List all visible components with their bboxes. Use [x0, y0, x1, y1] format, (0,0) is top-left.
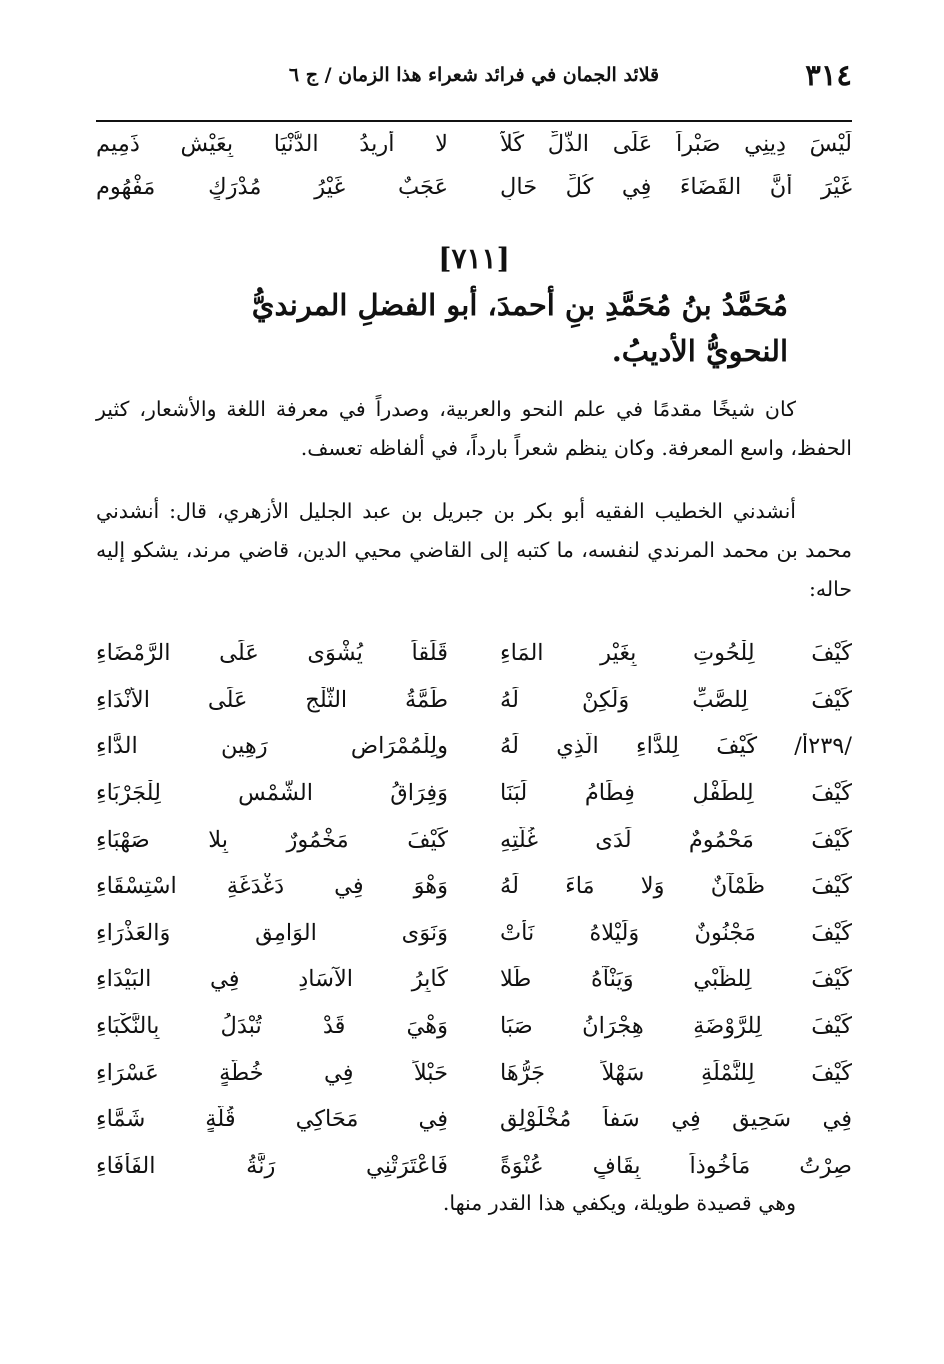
verse-right-hemistich: كَيْفَ ظَمْآنٌ وَلا مَاءَ لَهُ: [500, 873, 852, 900]
page-number: ٣١٤: [805, 58, 852, 92]
verse-right-hemistich: لَيْسَ دِينِي صَبْراً عَلَى الذُّلِّ كَلاَّ: [500, 130, 852, 157]
verse-line: [96, 122, 852, 166]
verse-left-hemistich: قَلَقاً يُشْوَى عَلَى الرَّمْضَاءِ: [96, 640, 448, 667]
running-header: [96, 56, 852, 104]
verse-right-hemistich: كَيْفَ مَحْمُومٌ لَدَى غُلَّتِهِ: [500, 826, 852, 853]
body-paragraph: كان شيخًا مقدمًا في علم النحو والعربية، وصدراً في معرفة اللغة والأشعار، كثير الحفظ، واسع المعرفة. وكان ينظم شعراً بارداً، في ألفاظه تعسف.: [96, 397, 852, 460]
verse-right-hemistich: غَيْرَ أَنَّ القَضَاءَ فِي كُلِّ حَالٍ: [500, 174, 852, 201]
verse-right-hemistich: /٢٣٩أ/ كَيْفَ لِلدَّاءِ الَّذِي لَهُ: [500, 733, 852, 760]
verse-left-hemistich: فَاعْتَرَتْنِي رَنَّةُ الفَأْفَاءِ: [96, 1152, 448, 1179]
verse-left-hemistich: ولِلْمُمْرَاضِ رَهِينِ الدَّاءِ: [96, 733, 448, 760]
verse-left-hemistich: عَجَبٌ غَيْرُ مُدْرَكٍ مَفْهُومِ: [96, 174, 448, 201]
verse-line: [96, 1003, 852, 1050]
book-page: [96, 56, 852, 1215]
verse-line: [96, 1143, 852, 1190]
verse-line: [96, 1096, 852, 1143]
verse-left-hemistich: وَفِرَاقُ الشَّمْسِ لِلْجَرْبَاءِ: [96, 780, 448, 807]
verse-line: [96, 816, 852, 863]
verse-right-hemistich: كَيْفَ لِلطِّفْلِ فِطَامُ لَبَنَا: [500, 780, 852, 807]
verse-right-hemistich: كَيْفَ لِلرَّوْضَةِ هِجْرَانُ صَبَا: [500, 1013, 852, 1040]
verse-line: [96, 723, 852, 770]
top-verse-block: [96, 122, 852, 209]
verse-left-hemistich: وَنَوَى الوَامِقِ وَالعَذْرَاءِ: [96, 919, 448, 946]
verse-right-hemistich: كَيْفَ لِلْحُوتِ بِغَيْرِ المَاءِ: [500, 640, 852, 667]
verse-line: [96, 910, 852, 957]
verse-right-hemistich: كَيْفَ لِلظَّبْيِ وَيَنْآهُ طَلا: [500, 966, 852, 993]
verse-line: [96, 1049, 852, 1096]
body-paragraph: أنشدني الخطيب الفقيه أبو بكر بن جبريل بن عبد الجليل الأزهري، قال: أنشدني محمد بن محمد المرندي لنفسه، ما كتبه إلى القاضي محيي الدين، قاضي مرند، يشكو إليه حاله:: [96, 499, 852, 601]
verse-left-hemistich: لا أُرِيدُ الدُّنْيَا بِعَيْشٍ ذَمِيمِ: [96, 130, 448, 157]
verse-right-hemistich: كَيْفَ مَجْنُونٌ وَلَيْلاهُ نَأَتْ: [500, 919, 852, 946]
verse-left-hemistich: حَبْلاً فِي خُطَّةٍ عَسْرَاءِ: [96, 1059, 448, 1086]
verse-left-hemistich: وَهْيَ قَدْ تُبْدَلُ بِالنَّكْبَاءِ: [96, 1013, 448, 1040]
verse-line: [96, 770, 852, 817]
verse-left-hemistich: طَمَّةُ الثَّلْجِ عَلَى الأَنْدَاءِ: [96, 686, 448, 713]
closing-line: وهي قصيدة طويلة، ويكفي هذا القدر منها.: [442, 1191, 796, 1215]
verse-left-hemistich: كَيْفَ مَخْمُورٌ بِلا صَهْبَاءِ: [96, 826, 448, 853]
verse-right-hemistich: فِي سَحِيقٍ فِي سَفاً مُخْلَوْلِقٍ: [500, 1106, 852, 1133]
verse-line: [96, 863, 852, 910]
verse-left-hemistich: كَابِرُ الآسَادِ فِي البَيْدَاءِ: [96, 966, 448, 993]
verse-line: [96, 956, 852, 1003]
main-verse-block: [96, 630, 852, 1189]
verse-line: [96, 166, 852, 210]
verse-right-hemistich: كَيْفَ لِلنَّمْلَةِ سَهْلاً جَرُّهَا: [500, 1059, 852, 1086]
verse-line: [96, 677, 852, 724]
verse-right-hemistich: صِرْتُ مَأْخُوذاً بِقَافٍ عُنْوَةً: [500, 1152, 852, 1179]
verse-line: [96, 630, 852, 677]
entry-heading: مُحَمَّدُ بنُ مُحَمَّدِ بنِ أحمدَ، أبو الفضلِ المرنديُّ النحويُّ الأديبُ.: [251, 288, 788, 368]
verse-left-hemistich: وَهْوَ فِي دَغْدَغَةِ اسْتِسْقَاءِ: [96, 873, 448, 900]
verse-left-hemistich: فِي مَحَاكِي قُلَّةٍ شَمَّاءِ: [96, 1106, 448, 1133]
entry-number: [٧١١]: [438, 242, 510, 275]
verse-right-hemistich: كَيْفَ لِلصَّبِّ وَلَكِنْ لَهُ: [500, 686, 852, 713]
running-title: قلائد الجمان في فرائد شعراء هذا الزمان / ج ٦: [288, 64, 660, 86]
